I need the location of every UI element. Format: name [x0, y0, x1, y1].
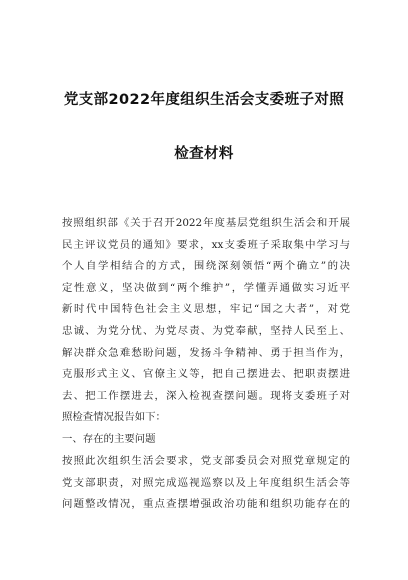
- paragraph-line: 党支部职责，对照完成巡视巡察以及上年度组织生活会等: [62, 476, 350, 489]
- paragraph-line: 克服形式主义、官僚主义等，把自己摆进去、把职责摆进: [62, 368, 350, 381]
- paragraph-line: 按照此次组织生活会要求，党支部委员会对照党章规定的: [62, 455, 350, 467]
- paragraph-line: 定性意义，坚决做到“两个维护”，学懂弄通做实习近平: [62, 281, 350, 294]
- paragraph-line: 照检查情况报告如下：: [62, 411, 166, 424]
- paragraph-line: 新时代中国特色社会主义思想，牢记“国之大者”，对党: [62, 303, 350, 316]
- paragraph-problems: [62, 451, 350, 516]
- paragraph-line: 解决群众急难愁盼问题，发扬斗争精神、勇于担当作为，: [62, 346, 350, 359]
- paragraph-line: 忠诚、为党分忧、为党尽责、为党奉献，坚持人民至上、: [62, 324, 350, 337]
- paragraph-line: 按照组织部《关于召开2022年度基层党组织生活会和开展: [62, 217, 350, 229]
- paragraph-line: 民主评议党员的通知》要求，xx支委班子采取集中学习与: [62, 238, 350, 251]
- paragraph-line: 去、把工作摆进去，深入检视查摆问题。现将支委班子对: [62, 389, 350, 402]
- paragraph-intro: [62, 213, 350, 429]
- section-heading: 一、存在的主要问题: [62, 433, 156, 445]
- document-title-line-1: 党支部2022年度组织生活会支委班子对照: [63, 92, 345, 108]
- paragraph-line: 个人自学相结合的方式，围绕深刻领悟“两个确立”的决: [62, 260, 350, 273]
- paragraph-line: 问题整改情况，重点查摆增强政治功能和组织功能存在的: [62, 498, 350, 511]
- document-title-line-2: 检查材料: [174, 146, 234, 162]
